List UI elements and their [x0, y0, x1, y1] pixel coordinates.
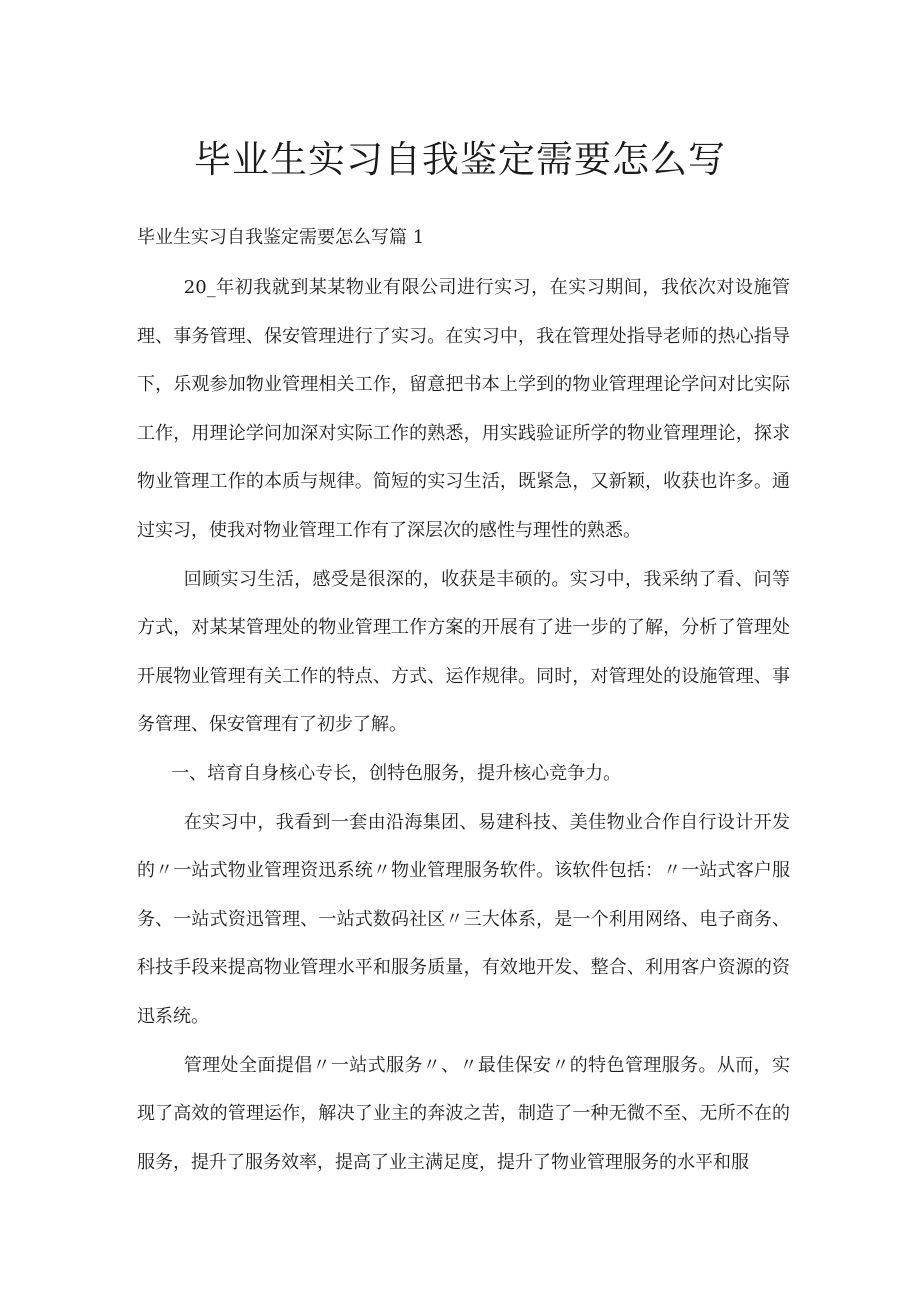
- paragraph-1: 20_年初我就到某某物业有限公司进行实习，在实习期间，我依次对设施管理、事务管理、保安管理进行了实习。在实习中，我在管理处指导老师的热心指导下，乐观参加物业管理相关工作，留意把书本上学到的物业管理理论学问对比实际工作，用理论学问加深对实际工作的熟悉，用实践验证所学的物业管理理论，探求物业管理工作的本质与规律。简短的实习生活，既紧急，又新颖，收获也许多。通过实习，使我对物业管理工作有了深层次的感性与理性的熟悉。: [137, 277, 790, 541]
- paragraph-2: 回顾实习生活，感受是很深的，收获是丰硕的。实习中，我采纳了看、问等方式，对某某管理处的物业管理工作方案的开展有了进一步的了解，分析了管理处开展物业管理有关工作的特点、方式、运作规律。同时，对管理处的设施管理、事务管理、保安管理有了初步了解。: [137, 568, 790, 736]
- section-subtitle: 毕业生实习自我鉴定需要怎么写篇 1: [137, 227, 425, 248]
- paragraph-3: 在实习中，我看到一套由沿海集团、易建科技、美佳物业合作自行设计开发的〃一站式物业管理资迅系统〃物业管理服务软件。该软件包括：〃一站式客户服务、一站式资迅管理、一站式数码社区〃三大体系，是一个利用网络、电子商务、科技手段来提高物业管理水平和服务质量，有效地开发、整合、利用客户资源的资迅系统。: [137, 811, 790, 1027]
- section-heading-1: 一、培育自身核心专长，创特色服务，提升核心竞争力。: [171, 762, 622, 784]
- paragraph-4: 管理处全面提倡〃一站式服务〃、〃最佳保安〃的特色管理服务。从而，实现了高效的管理运作，解决了业主的奔波之苦，制造了一种无微不至、无所不在的服务，提升了服务效率，提高了业主满足度，提升了物业管理服务的水平和服: [137, 1054, 790, 1173]
- document-body: [137, 264, 790, 1187]
- document-title: 毕业生实习自我鉴定需要怎么写: [194, 138, 726, 181]
